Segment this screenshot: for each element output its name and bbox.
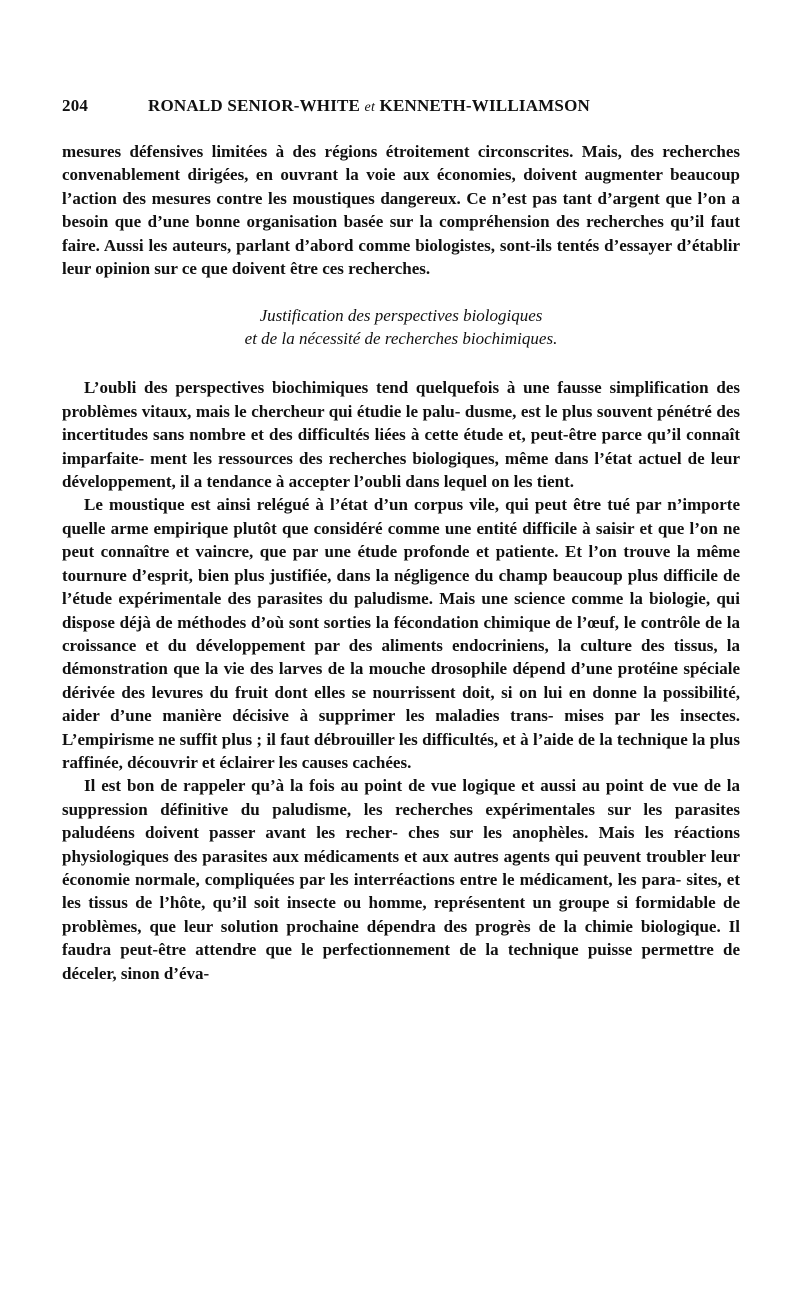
author-left: RONALD SENIOR-WHITE	[148, 96, 361, 115]
paragraph-1: L’oubli des perspectives biochimiques tend quelquefois à une fausse simplification des problèmes vitaux, mais le chercheur qui étudie le palu‑ dusme, est le plus souvent pénétré des incertitudes sans nombre et des difficultés liées à cette étude et, peut-être parce qu’il connaît imparfaite‑ ment les ressources des recherches biologiques, même dans l’état actuel de leur développement, il a tendance à accepter l’oubli dans lequel on les tient.	[62, 378, 740, 492]
author-conjunction: et	[364, 100, 376, 115]
section-heading-line-1: Justification des perspectives biologiques	[259, 306, 543, 326]
running-header	[62, 92, 740, 122]
section-heading	[62, 304, 740, 350]
paragraph-intro: mesures défensives limitées à des régions étroitement circonscrites. Mais, des recherches convenablement dirigées, en ouvrant la voie aux économies, doivent augmenter beaucoup l’action des mesures contre les moustiques dangereux. Ce n’est pas tant d’argent que l’on a besoin que d’une bonne organisation basée sur la compréhension des recherches qu’il faut faire. Aussi les auteurs, parlant d’abord comme biologistes, sont-ils tentés d’essayer d’établir leur opinion sur ce que doivent être ces recherches.	[62, 142, 740, 279]
section-heading-line-2: et de la nécessité de recherches biochimiques.	[244, 329, 558, 349]
running-title	[148, 96, 590, 116]
body-text	[62, 140, 740, 985]
paragraph-2: Le moustique est ainsi relégué à l’état d’un corpus vile, qui peut être tué par n’importe quelle arme empirique plutôt que considéré comme une entité difficile à saisir et que l’on ne peut connaître et vaincre, que par une étude profonde et patiente. Et l’on trouve la même tournure d’esprit, bien plus justifiée, dans la négligence du champ beaucoup plus difficile de l’étude expérimentale des parasites du paludisme. Mais une science comme la biologie, qui dispose déjà de méthodes d’où sont sorties la fécondation chimique de l’œuf, le contrôle de la croissance et du développement par des aliments endocriniens, la culture des tissus, la démonstration que la vie des larves de la mouche drosophile dépend d’une protéine spéciale dérivée des levures du fruit dont elles se nourrissent doit, si on lui en donne la possibilité, aider d’une manière décisive à supprimer les maladies trans‑ mises par les insectes. L’empirisme ne suffit plus ; il faut débrouiller les difficultés, et à l’aide de la technique la plus raffinée, découvrir et éclairer les causes cachées.	[62, 495, 740, 772]
page-number: 204	[62, 96, 89, 115]
paragraph-3: Il est bon de rappeler qu’à la fois au point de vue logique et aussi au point de vue de la suppression définitive du paludisme, les recherches expérimentales sur les parasites paludéens doivent passer avant les recher‑ ches sur les anophèles. Mais les réactions physiologiques des parasites aux médicaments et aux autres agents qui peuvent troubler leur économie normale, compliquées par les interréactions entre le médicament, les para‑ sites, et les tissus de l’hôte, qu’il soit insecte ou homme, représentent un groupe si formidable de problèmes, que leur solution prochaine dépendra des progrès de la chimie biologique. Il faudra peut-être attendre que le perfectionnement de la technique puisse permettre de déceler, sinon d’éva‑	[62, 776, 740, 983]
author-right: KENNETH-WILLIAMSON	[379, 96, 590, 115]
document-page	[62, 92, 740, 985]
